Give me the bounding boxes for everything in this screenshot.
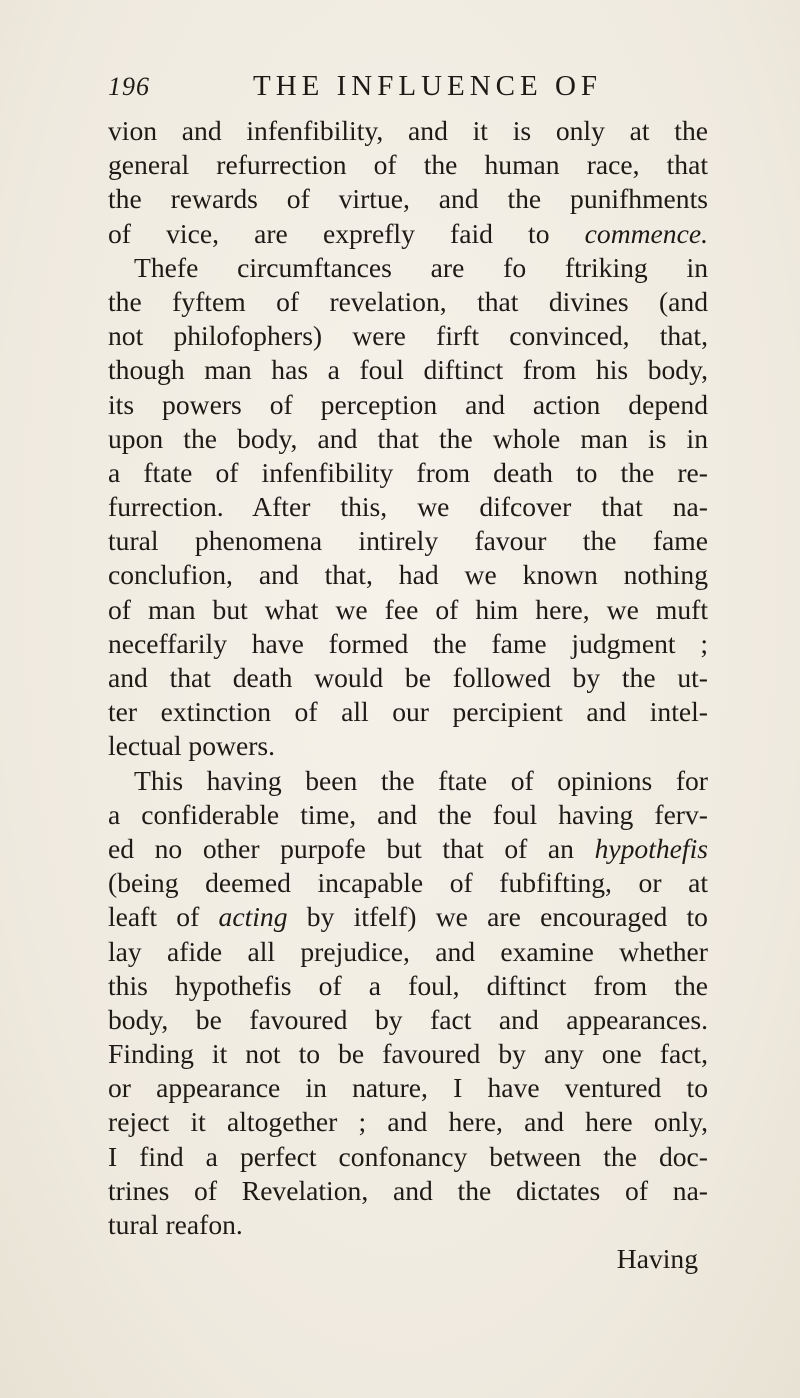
text-line — [108, 1208, 708, 1242]
text-segment: the fyftem of revelation, that divines (and — [108, 285, 708, 317]
body-text — [108, 114, 708, 1276]
text-line — [108, 251, 708, 285]
text-line — [108, 969, 708, 1003]
text-segment: this hypothefis of a foul, diftinct from the — [108, 969, 708, 1001]
text-segment: This having been the ftate of opinions for — [134, 764, 708, 796]
text-line — [108, 866, 708, 900]
text-segment: trines of Revelation, and the dictates of na- — [108, 1174, 708, 1206]
text-line — [108, 798, 708, 832]
italic-text: hypothefis — [594, 832, 708, 864]
italic-text: acting — [218, 901, 288, 933]
text-line — [108, 319, 708, 353]
text-line — [108, 1105, 708, 1139]
text-segment: or appearance in nature, I have ventured to — [108, 1072, 708, 1104]
text-segment: of man but what we fee of him here, we muft — [108, 593, 708, 625]
text-line — [108, 490, 708, 524]
text-line — [108, 764, 708, 798]
text-segment: conclufion, and that, had we known nothing — [108, 559, 708, 591]
text-segment: tural reafon. — [108, 1209, 243, 1240]
text-line — [108, 1174, 708, 1208]
text-segment: neceffarily have formed the fame judgment ; — [108, 627, 708, 659]
text-line — [108, 935, 708, 969]
text-line — [108, 114, 708, 148]
text-line — [108, 695, 708, 729]
text-segment: I find a perfect confonancy between the doc- — [108, 1140, 708, 1172]
text-line — [108, 593, 708, 627]
text-line — [108, 456, 708, 490]
text-segment: general refurrection of the human race, that — [108, 149, 708, 181]
page-header — [108, 70, 708, 110]
text-segment: vion and infenfibility, and it is only at the — [108, 115, 708, 146]
text-segment: Thefe circumftances are fo ftriking in — [134, 251, 708, 283]
text-line — [108, 388, 708, 422]
text-segment: by itfelf) we are encouraged to — [287, 901, 708, 933]
text-segment: tural phenomena intirely favour the fame — [108, 525, 708, 557]
text-line — [108, 729, 708, 763]
text-line — [108, 1071, 708, 1105]
text-line — [108, 558, 708, 592]
italic-text: commence. — [584, 217, 708, 249]
text-segment: and that death would be followed by the ut- — [108, 662, 708, 693]
text-segment: Finding it not to be favoured by any one fact, — [108, 1038, 708, 1070]
text-line — [108, 217, 708, 251]
text-line — [108, 900, 708, 934]
text-line — [108, 285, 708, 319]
text-segment: the rewards of virtue, and the punifhments — [108, 183, 708, 215]
text-line — [108, 661, 708, 695]
text-line — [108, 182, 708, 216]
text-segment: upon the body, and that the whole man is in — [108, 422, 708, 454]
text-line — [108, 1037, 708, 1071]
catchword: Having — [616, 1243, 698, 1275]
text-segment: furrection. After this, we difcover that na- — [108, 491, 708, 523]
text-segment: (being deemed incapable of fubfifting, or at — [108, 867, 708, 899]
text-segment: a confiderable time, and the foul having ferv- — [108, 798, 708, 830]
text-segment: body, be favoured by fact and appearances. — [108, 1003, 708, 1035]
text-line — [108, 627, 708, 661]
page-number: 196 — [108, 72, 150, 101]
text-line — [108, 422, 708, 456]
running-head: THE INFLUENCE OF — [253, 70, 603, 102]
text-line — [108, 1140, 708, 1174]
text-segment: ter extinction of all our percipient and intel- — [108, 696, 708, 728]
text-segment: though man has a foul diftinct from his body, — [108, 354, 708, 386]
text-segment: ed no other purpofe but that of an — [108, 832, 595, 864]
text-line — [108, 832, 708, 866]
text-line — [108, 353, 708, 387]
text-segment: of vice, are exprefly faid to — [108, 217, 585, 249]
text-line — [108, 148, 708, 182]
text-segment: lectual powers. — [108, 730, 276, 762]
text-segment: leaft of — [108, 901, 219, 933]
text-segment: lay afide all prejudice, and examine whether — [108, 935, 708, 967]
text-segment: a ftate of infenfibility from death to the re- — [108, 456, 708, 488]
text-segment: reject it altogether ; and here, and here only, — [108, 1106, 708, 1138]
text-segment: its powers of perception and action depend — [108, 388, 708, 420]
text-line — [108, 1003, 708, 1037]
text-line — [108, 524, 708, 558]
text-segment: not philofophers) were firft convinced, that, — [108, 320, 708, 352]
